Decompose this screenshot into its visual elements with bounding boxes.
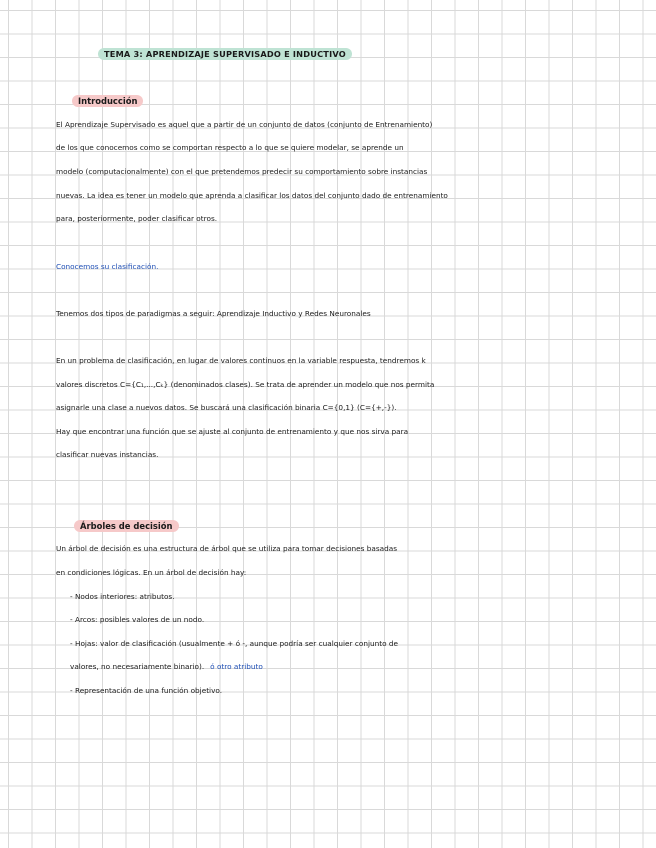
classification-line: En un problema de clasificación, en lugar de valores continuos en la variable respuesta, tendremos k: [56, 356, 426, 365]
trees-bullet: - Nodos interiores: atributos.: [70, 592, 175, 601]
trees-line: Un árbol de decisión es una estructura de árbol que se utiliza para tomar decisiones basadas: [56, 544, 398, 553]
trees-heading: Árboles de decisión: [74, 520, 179, 532]
trees-bullet: - Hojas: valor de clasificación (usualmente + ó -, aunque podría ser cualquier conjunto de: [70, 639, 398, 648]
classification-line: valores discretos C={C₁,...,Cₖ} (denominados clases). Se trata de aprender un modelo que nos permita: [56, 380, 435, 389]
intro-heading: Introducción: [72, 95, 143, 107]
trees-bullet-text: valores, no necesariamente binario).: [70, 662, 205, 671]
intro-line: para, posteriormente, poder clasificar otros.: [56, 214, 218, 223]
trees-note: ó otro atributo: [210, 662, 263, 671]
classification-line: Hay que encontrar una función que se ajuste al conjunto de entrenamiento y que nos sirva para: [56, 427, 409, 436]
page-title: TEMA 3: APRENDIZAJE SUPERVISADO E INDUCTIVO: [98, 48, 352, 60]
intro-line: nuevas. La idea es tener un modelo que aprenda a clasificar los datos del conjunto dado de entrenamiento: [56, 191, 448, 200]
intro-line: modelo (computacionalmente) con el que pretendemos predecir su comportamiento sobre instancias: [56, 167, 428, 176]
paradigms-line: Tenemos dos tipos de paradigmas a seguir: Aprendizaje Inductivo y Redes Neuronales: [56, 309, 371, 318]
classification-line: asignarle una clase a nuevos datos. Se buscará una clasificación binaria C={0,1} (C={+,-}).: [56, 403, 397, 412]
trees-bullet-continued: [70, 662, 263, 671]
intro-line: El Aprendizaje Supervisado es aquel que a partir de un conjunto de datos (conjunto de Entrenamiento): [56, 120, 433, 129]
trees-bullet: - Representación de una función objetivo.: [70, 686, 223, 695]
classification-link[interactable]: Conocemos su clasificación.: [56, 262, 159, 271]
trees-bullet: - Arcos: posibles valores de un nodo.: [70, 615, 205, 624]
intro-line: de los que conocemos como se comportan respecto a lo que se quiere modelar, se aprende un: [56, 143, 404, 152]
classification-line: clasificar nuevas instancias.: [56, 450, 159, 459]
trees-line: en condiciones lógicas. En un árbol de decisión hay:: [56, 568, 247, 577]
